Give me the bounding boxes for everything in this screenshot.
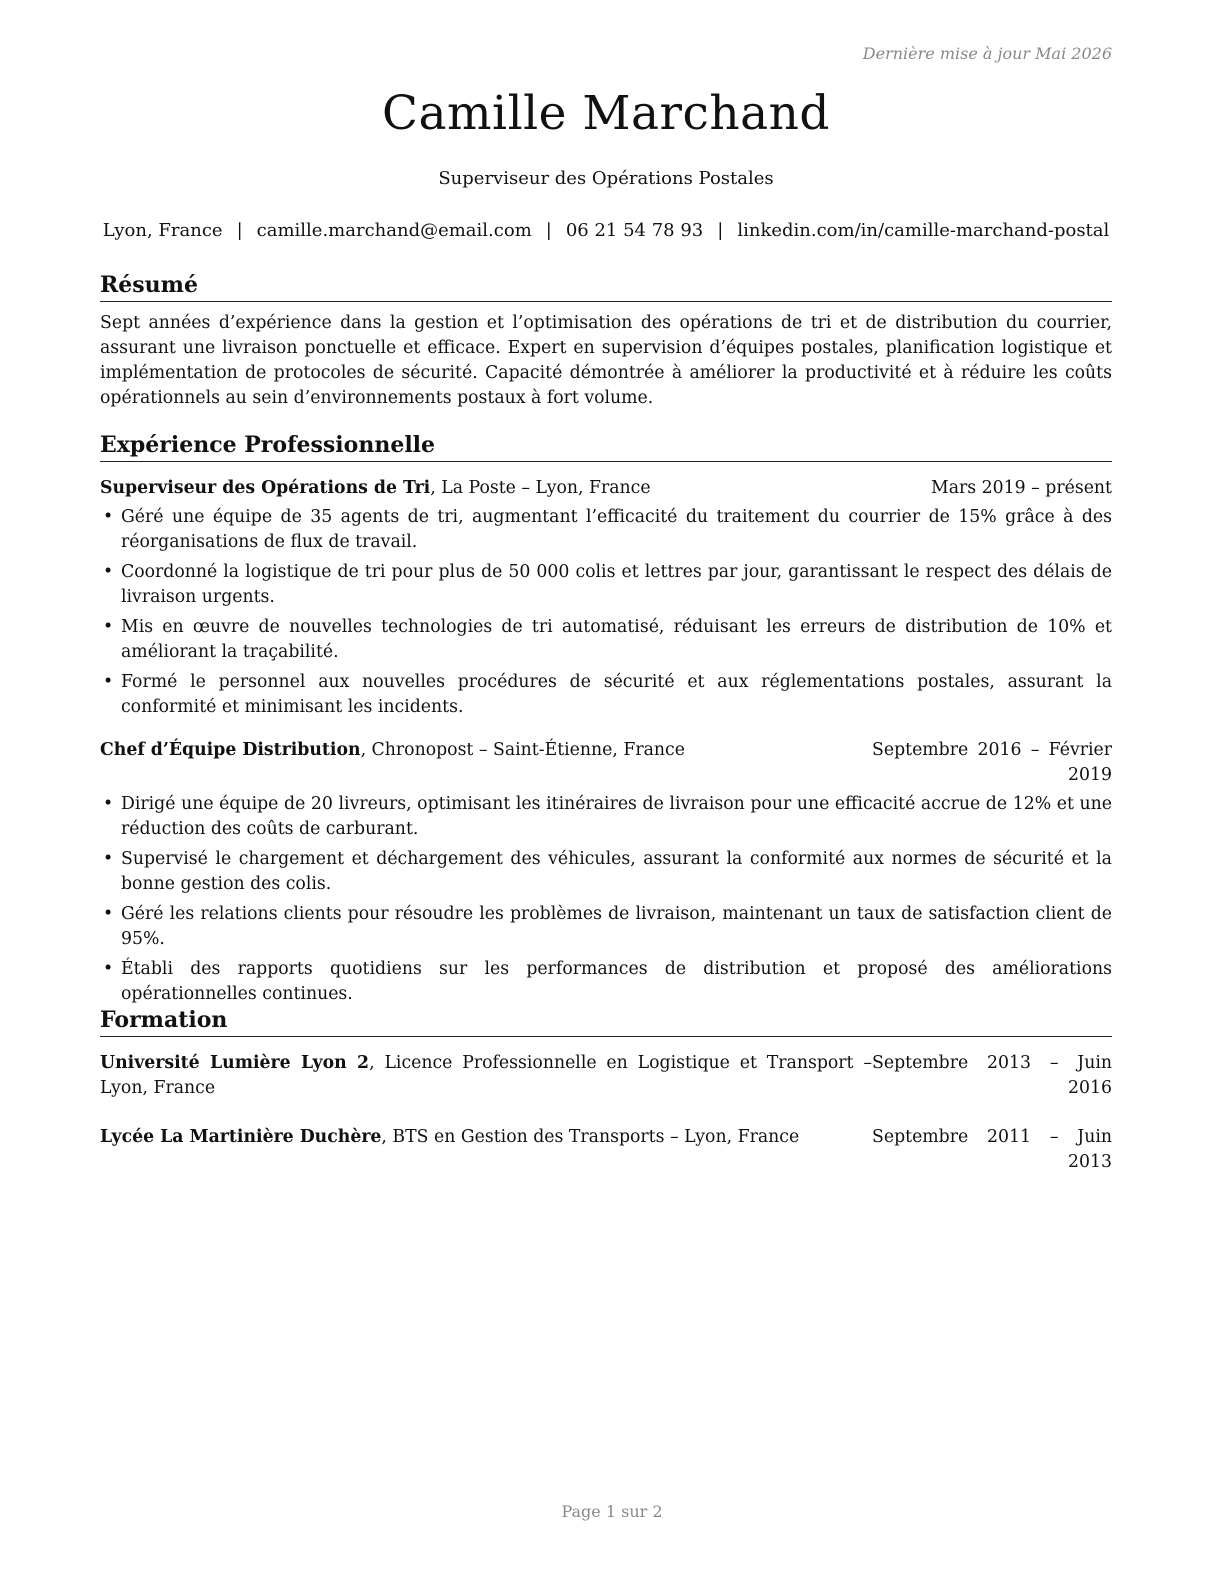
job-bullets (100, 505, 1112, 720)
job-bullet: • Mis en œuvre de nouvelles technologies de tri automatisé, réduisant les erreurs de distribution de 10% et améliorant la traçabilité. (100, 615, 1112, 665)
education-title-line (100, 1051, 872, 1101)
education-detail: , Licence Professionnelle en Logistique et Transport – Lyon, France (100, 1053, 872, 1098)
job-header (100, 476, 1112, 501)
summary-title: Résumé (100, 271, 1112, 302)
job-company: , Chronopost – Saint-Étienne, France (360, 740, 685, 760)
education-title-line (100, 1125, 872, 1150)
job-bullet: • Coordonné la logistique de tri pour plus de 50 000 colis et lettres par jour, garantissant le respect des délais de livraison urgents. (100, 560, 1112, 610)
job-bullet: • Supervisé le chargement et déchargement des véhicules, assurant la conformité aux normes de sécurité et la bonne gestion des colis. (100, 847, 1112, 897)
job-bullet: • Formé le personnel aux nouvelles procédures de sécurité et aux réglementations postales, assurant la conformité et minimisant les incidents. (100, 670, 1112, 720)
education-title: Formation (100, 1006, 1112, 1037)
summary-section (100, 271, 1112, 411)
job-company: , La Poste – Lyon, France (430, 478, 651, 498)
page-number: Page 1 sur 2 (561, 1502, 663, 1521)
job-bullet: • Établi des rapports quotidiens sur les performances de distribution et proposé des améliorations opérationnelles continues. (100, 957, 1112, 1007)
education-header (100, 1051, 1112, 1101)
contact-linkedin[interactable]: linkedin.com/in/camille-marchand-postal (737, 220, 1110, 241)
education-header (100, 1125, 1112, 1175)
experience-section (100, 431, 1112, 1012)
experience-title: Expérience Professionnelle (100, 431, 1112, 462)
contact-line (100, 220, 1112, 241)
education-detail: , BTS en Gestion des Transports – Lyon, France (381, 1127, 800, 1147)
job-role: Superviseur des Opérations de Tri (100, 478, 431, 498)
job-entry (100, 476, 1112, 720)
candidate-name: Camille Marchand (382, 86, 830, 141)
education-entry (100, 1125, 1112, 1175)
education-school: Université Lumière Lyon 2 (100, 1053, 370, 1073)
job-entry (100, 738, 1112, 1007)
job-bullet: • Géré une équipe de 35 agents de tri, augmentant l’efficacité du traitement du courrier de 15% grâce à des réorganisations de flux de travail. (100, 505, 1112, 555)
last-updated: Dernière mise à jour Mai 2026 (862, 44, 1112, 63)
summary-text: Sept années d’expérience dans la gestion et l’optimisation des opérations de tri et de distribution du courrier, assurant une livraison ponctuelle et efficace. Expert en supervision d’équipes postales, planification logistique et implémentation de protocoles de sécurité. Capacité démontrée à améliorer la productivité et à réduire les coûts opérationnels au sein d’environnements postaux à fort volume. (100, 313, 1112, 408)
job-dates: Mars 2019 – présent (931, 478, 1112, 498)
contact-email[interactable]: camille.marchand@email.com (256, 220, 532, 241)
job-bullet: • Géré les relations clients pour résoudre les problèmes de livraison, maintenant un taux de satisfaction client de 95%. (100, 902, 1112, 952)
job-bullets (100, 792, 1112, 1007)
candidate-headline: Superviseur des Opérations Postales (438, 168, 774, 189)
contact-phone[interactable]: 06 21 54 78 93 (565, 220, 704, 241)
job-title-line (100, 738, 872, 763)
education-entry (100, 1051, 1112, 1101)
contact-separator: | (236, 220, 243, 241)
contact-separator: | (717, 220, 724, 241)
education-dates: Septembre 2013 – Juin 2016 (872, 1053, 1112, 1098)
job-title-line (100, 476, 931, 501)
contact-separator: | (545, 220, 552, 241)
job-role: Chef d’Équipe Distribution (100, 740, 361, 760)
education-section (100, 1006, 1112, 1175)
job-dates: Septembre 2016 – Février 2019 (872, 740, 1112, 785)
job-bullet: • Dirigé une équipe de 20 livreurs, optimisant les itinéraires de livraison pour une efficacité accrue de 12% et une réduction des coûts de carburant. (100, 792, 1112, 842)
education-dates: Septembre 2011 – Juin 2013 (872, 1127, 1112, 1172)
education-school: Lycée La Martinière Duchère (100, 1127, 382, 1147)
contact-location: Lyon, France (102, 220, 223, 241)
job-header (100, 738, 1112, 788)
